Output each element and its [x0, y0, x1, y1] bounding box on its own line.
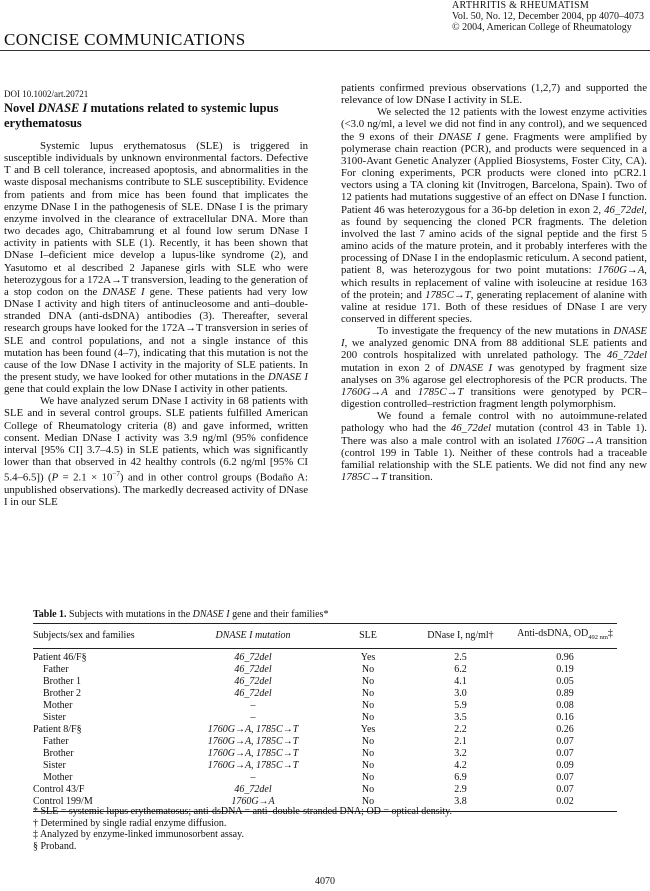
table-row [33, 772, 617, 784]
table-cell: Mother [43, 700, 73, 711]
column-header: Anti-dsDNA, $OD_{492 nm}\ddagger$ [513, 624, 617, 649]
column-header: DNASE I mutation [178, 624, 328, 649]
table-cell: – [250, 772, 256, 783]
footnote: * SLE = systemic lupus erythematosus; anti-dsDNA = anti–double-stranded DNA; OD = optical density. [33, 806, 452, 817]
paragraph: We selected the 12 patients with the lowest enzyme activities (<3.0 ng/ml, a level we did not find in any control), and we sequenced the 9 exons of their DNASE I gene. Fragments were amplified by polymerase chain reaction (PCR), and products were sequenced in a 3100-Avant Genetic Analyzer (Applied Biosystems, Foster City, CA). For cloning experiments, PCR products were cloned into pCR2.1 vectors using a TA cloning kit (Invitrogen, Barcelona, Spain). Two of 12 patients had mutations suggestive of an effect on DNase I function. Patient 46 was heterozygous for a 36-bp deletion in exon 2, 46_72del, as found by sequencing the cloned PCR fragments. The deletion involved the last 7 amino acids of the signal peptide and the first 5 amino acids of the mature protein, and it probably interferes with the processing of DNase I in the endoplasmic reticulum. A second patient, patient 8, was heterozygous for two point mutations: 1760G→A, which results in replacement of valine with isoleucine at residue 163 of the protein; and 1785C→T, generating replacement of alanine with valine at residue 171. Both of these residues of DNase I are very conserved in different species. [341, 106, 647, 325]
table-cell: 46_72del [234, 676, 272, 687]
table-cell: 1760G→A, 1785C→T [207, 760, 299, 771]
table-cell: Brother [43, 748, 74, 759]
table-cell: 1760G→A [178, 796, 328, 812]
paragraph: Systemic lupus erythematosus (SLE) is triggered in susceptible individuals by unknown environmental factors. Defective T and B cell tolerance, increased apoptosis, and abnormalities in the waste disposal mechanisms contribute to SLE susceptibility. Evidence from patients and from mice has been found that implicates the enzyme DNase I in the pathogenesis of SLE. DNase I is the primary enzyme involved in the clearance of extracellular DNA. More than two decades ago, Chitrabamrung et al found low serum DNase I activity in patients with SLE (1). Recently, it has been shown that DNase I–deficient mice develop a lupus-like syndrome (2), and Yasutomo et al described 2 Japanese girls with SLE who were heterozygous for a 172A→T transversion, leading to the generation of a stop codon on the DNASE I gene. These patients had very low DNase I activity and high titers of antinucleosome and anti–double-stranded DNA (anti-dsDNA) antibodies (3). Thereafter, several research groups have looked for the 172A→T transversion in series of SLE and control populations, and not a single instance of this mutation has been found (4–7), indicating that this mutation is not the cause of the low DNase I activity in the majority of SLE patients. In the present study, we have looked for other mutations in the DNASE I gene that could explain the low DNase I activity in other patients. [4, 140, 308, 396]
table-cell: Father [43, 664, 69, 675]
table-cell: 6.9 [454, 772, 467, 783]
table-cell: Father [43, 736, 69, 747]
table-cell: 0.89 [556, 688, 574, 699]
table-cell: 2.2 [454, 724, 467, 735]
table-cell: 46_72del [234, 652, 272, 663]
page-number: 4070 [315, 876, 335, 887]
table-cell: 1760G→A, 1785C→T [207, 724, 299, 735]
table-cell: Mother [43, 772, 73, 783]
table-cell: 2.1 [454, 736, 467, 747]
table-cell: Sister [43, 760, 66, 771]
table-cell: No [361, 664, 375, 675]
table-cell: 3.5 [454, 712, 467, 723]
table-cell: 2.9 [454, 784, 467, 795]
table-cell: 1760G→A, 1785C→T [207, 748, 299, 759]
table-row [33, 760, 617, 772]
table-cell: No [361, 736, 375, 747]
table-cell: 46_72del [234, 688, 272, 699]
table-row [33, 712, 617, 724]
table-cell: – [250, 700, 256, 711]
table-cell: 0.05 [556, 676, 574, 687]
table-cell: Yes [360, 652, 376, 663]
table-cell: 0.07 [556, 772, 574, 783]
footnote: † Determined by single radial enzyme diffusion. [33, 817, 227, 829]
table-cell: No [361, 712, 375, 723]
table-cell: Brother 1 [43, 676, 82, 687]
table-footnotes [33, 806, 617, 853]
header-rule [0, 50, 650, 51]
table-caption: Table 1. Subjects with mutations in the DNASE I gene and their families* [33, 609, 329, 620]
paragraph: We found a female control with no autoimmune-related pathology who had the 46_72del mutation (control 43 in Table 1). There was also a male control with an isolated 1760G→A transition (control 199 in Table 1). Neither of these controls had a traceable familial relationship with the SLE patients. We did not find any new 1785C→T transition. [341, 410, 647, 483]
table-cell: 1760G→A, 1785C→T [207, 736, 299, 747]
footnote: § Proband. [33, 841, 77, 853]
table-cell: 6.2 [454, 664, 467, 675]
table-cell: No [361, 700, 375, 711]
table-row [33, 724, 617, 736]
table-cell: 4.2 [454, 760, 467, 771]
body-left-column [4, 140, 308, 508]
table-cell: 0.07 [556, 784, 574, 795]
table-cell: 0.07 [556, 748, 574, 759]
table-cell: 5.9 [454, 700, 467, 711]
table-cell: 0.26 [556, 724, 574, 735]
table-row [33, 649, 617, 665]
table-cell: 2.5 [454, 652, 467, 663]
table-cell: No [328, 796, 408, 812]
table-cell: Control 43/F [33, 784, 85, 795]
table-cell: No [361, 676, 375, 687]
table-cell: – [250, 712, 256, 723]
table-cell: 0.07 [556, 736, 574, 747]
table-cell: Sister [43, 712, 66, 723]
table-row [33, 664, 617, 676]
journal-header [452, 0, 647, 33]
table-cell: 3.2 [454, 748, 467, 759]
table-cell: 46_72del [234, 664, 272, 675]
article-title: Novel DNASE I mutations related to systemic lupus erythematosus [4, 101, 279, 130]
table-row [33, 688, 617, 700]
table-header-row [33, 624, 617, 649]
table-cell: Patient 46/F§ [33, 652, 87, 663]
table-cell: 4.1 [454, 676, 467, 687]
paragraph: patients confirmed previous observations (1,2,7) and supported the relevance of low DNase I activity in SLE. [341, 82, 647, 107]
table-cell: Yes [360, 724, 376, 735]
table-cell: 3.8 [408, 796, 513, 812]
table-cell: 0.19 [556, 664, 574, 675]
table-row [33, 736, 617, 748]
table-cell: No [361, 772, 375, 783]
subjects-table [33, 623, 617, 812]
table-cell: 0.08 [556, 700, 574, 711]
table-cell: No [361, 748, 375, 759]
column-header: Subjects/sex and families [33, 624, 178, 649]
table-row [33, 784, 617, 796]
paragraph: We have analyzed serum DNase I activity in 68 patients with SLE and in several control groups. SLE patients fulfilled American College of Rheumatology criteria (8) and gave informed, written consent. Median DNase I activity was 3.9 ng/ml (95% confidence interval [95% CI] 3.7–4.5) in SLE patients, which was significantly lower than that observed in 42 healthy controls (6.2 ng/ml [95% CI 5.4–6.5]) $(P = 2.1 \times 10^{-7})$ and in other control groups (Bodaño A: unpublished observations). The markedly decreased activity of DNase I in our SLE [4, 395, 308, 509]
table-row [33, 676, 617, 688]
table-row [33, 748, 617, 760]
column-header: SLE [328, 624, 408, 649]
table-cell: Brother 2 [43, 688, 82, 699]
table-cell: No [361, 760, 375, 771]
table-cell: 0.16 [556, 712, 574, 723]
table-row [33, 700, 617, 712]
journal-copyright: © 2004, American College of Rheumatology [452, 22, 632, 33]
journal-volume: Vol. 50, No. 12, December 2004, pp 4070–4073 [452, 11, 645, 22]
table-cell: 46_72del [234, 784, 272, 795]
journal-name: ARTHRITIS & RHEUMATISM [452, 0, 590, 11]
table-cell: 0.96 [556, 652, 574, 663]
table-cell: 0.09 [556, 760, 574, 771]
table-cell: No [361, 784, 375, 795]
table-cell: 3.0 [454, 688, 467, 699]
column-header: DNase I, ng/ml† [408, 624, 513, 649]
section-heading: CONCISE COMMUNICATIONS [4, 30, 246, 49]
table-cell: No [361, 688, 375, 699]
paragraph: To investigate the frequency of the new mutations in DNASE I, we analyzed genomic DNA from 88 additional SLE patients and 200 controls hospitalized with unrelated pathology. The 46_72del mutation in exon 2 of DNASE I was genotyped by fragment size analyses on 3% agarose gel electrophoresis of the PCR products. The 1760G→A and 1785C→T transitions were genotyped by PCR–digestion controlled–restriction fragment length polymorphism. [341, 325, 647, 411]
footnote: ‡ Analyzed by enzyme-linked immunosorbent assay. [33, 829, 244, 841]
body-right-column [341, 82, 647, 483]
table-cell: Patient 8/F§ [33, 724, 82, 735]
doi: DOI 10.1002/art.20721 [4, 89, 89, 99]
table-cell: 0.02 [513, 796, 617, 812]
table-cell: Control 199/M [33, 796, 178, 812]
